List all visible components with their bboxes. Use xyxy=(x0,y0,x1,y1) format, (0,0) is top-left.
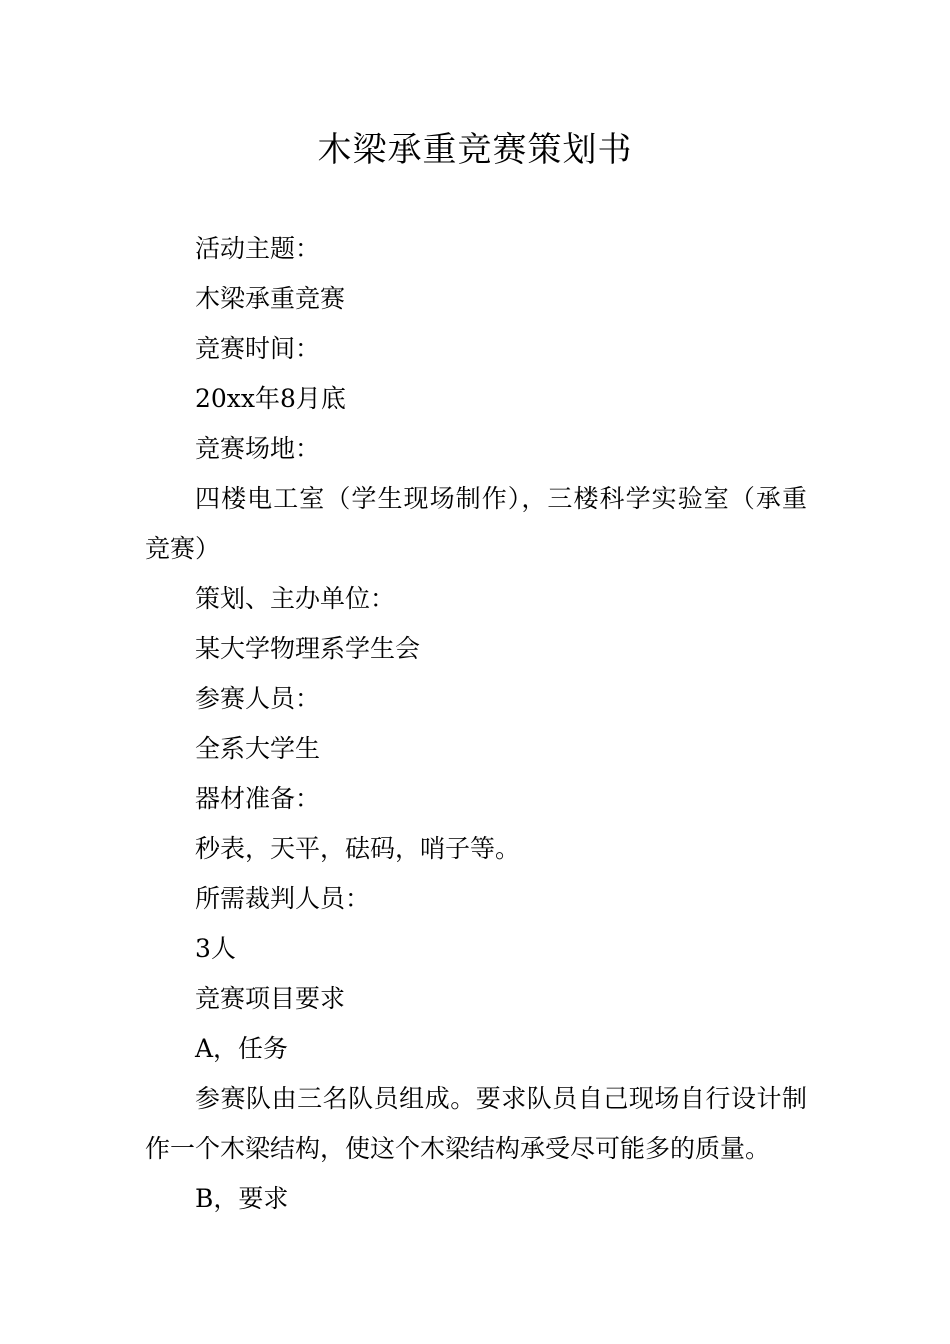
paragraph-equipment-label: 器材准备： xyxy=(195,784,321,813)
paragraph-venue-value: 四楼电工室（学生现场制作），三楼科学实验室（承重竞赛） xyxy=(145,484,807,563)
paragraph-requirements-subheading: B，要求 xyxy=(195,1184,289,1213)
paragraph-participants-label: 参赛人员： xyxy=(195,684,321,713)
paragraph-organizer-value: 某大学物理系学生会 xyxy=(195,634,421,663)
paragraph-competition-time-label: 竞赛时间： xyxy=(195,334,321,363)
paragraph-equipment-value: 秒表，天平，砝码，哨子等。 xyxy=(195,834,521,863)
paragraph-judges-label: 所需裁判人员： xyxy=(195,884,371,913)
paragraph-organizer-label: 策划、主办单位： xyxy=(195,584,396,613)
paragraph-task-heading: A，任务 xyxy=(195,1034,289,1063)
paragraph-competition-time-value: 20xx年8月底 xyxy=(195,384,346,413)
document-title: 木梁承重竞赛策划书 xyxy=(317,130,633,170)
document-body xyxy=(145,224,807,1224)
paragraph-task-description: 参赛队由三名队员组成。要求队员自己现场自行设计制作一个木梁结构，使这个木梁结构承受尽可能多的质量。 xyxy=(145,1084,807,1163)
paragraph-judges-value: 3人 xyxy=(195,934,236,963)
paragraph-participants-value: 全系大学生 xyxy=(195,734,321,763)
paragraph-venue-label: 竞赛场地： xyxy=(195,434,321,463)
paragraph-activity-theme-label: 活动主题： xyxy=(195,234,321,263)
paragraph-requirements-heading: 竞赛项目要求 xyxy=(195,984,346,1013)
paragraph-activity-theme-value: 木梁承重竞赛 xyxy=(195,284,346,313)
